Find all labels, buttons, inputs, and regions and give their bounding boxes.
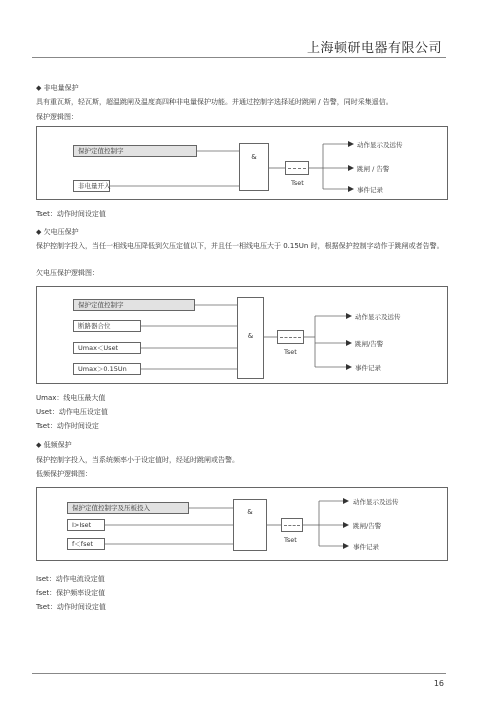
time-delay-block xyxy=(277,330,304,344)
input-nonelectric-binary: 非电量开入 xyxy=(73,180,110,192)
input-protection-control-word: 保护定值控制字 xyxy=(73,145,197,157)
note-umax: Umax：线电压最大值 xyxy=(36,394,106,402)
logic-caption-undervoltage: 欠电压保护逻辑图： xyxy=(36,269,99,277)
timer-label: Tset xyxy=(284,536,297,544)
input-umax-gt-015un: Umax＞0.15Un xyxy=(73,363,141,375)
input-protection-control-word: 保护定值控制字 xyxy=(73,299,195,311)
input-protection-control-word-pressplate: 保护定值控制字及压板投入 xyxy=(67,502,189,514)
note-fset: fset：保护频率设定值 xyxy=(36,589,106,597)
company-name: 上海顿研电器有限公司 xyxy=(306,41,442,56)
logic-diagram-nonelectric xyxy=(36,126,448,200)
header-rule xyxy=(32,57,446,58)
section-desc-underfrequency: 保护控制字投入，当系统频率小于设定值时，经延时跳闸或告警。 xyxy=(36,456,239,464)
input-umax-lt-uset: Umax＜Uset xyxy=(73,342,141,354)
note-tset: Tset：动作时间设定 xyxy=(36,422,99,430)
section-title-underfrequency: ◆ 低频保护 xyxy=(36,441,72,449)
output-event-record: 事件记录 xyxy=(355,364,381,372)
and-gate: & xyxy=(233,499,267,551)
note-iset: Iset：动作电流设定值 xyxy=(36,575,105,583)
output-event-record: 事件记录 xyxy=(357,186,383,194)
timer-label: Tset xyxy=(291,179,304,187)
output-display-remote: 动作显示及远传 xyxy=(353,498,399,506)
footer-rule xyxy=(32,673,446,674)
timer-label: Tset xyxy=(284,348,297,356)
logic-caption-underfrequency: 低频保护逻辑图： xyxy=(36,470,92,478)
input-i-gt-iset: I>Iset xyxy=(67,519,105,531)
note-uset: Uset：动作电压设定值 xyxy=(36,408,108,416)
page-number: 16 xyxy=(433,679,444,688)
logic-diagram-underfrequency xyxy=(36,487,448,561)
time-delay-block xyxy=(281,518,303,532)
section-title-undervoltage: ◆ 欠电压保护 xyxy=(36,228,79,236)
and-gate: & xyxy=(239,143,269,191)
section-desc-nonelectric: 具有重瓦斯，轻瓦斯，超温跳闸及温度高四种非电量保护功能。并通过控制字选择延时跳闸 / 告警，同时采集遥信。 xyxy=(36,98,393,106)
logic-diagram-undervoltage xyxy=(36,286,448,384)
input-breaker-closed: 断路器合位 xyxy=(73,320,141,332)
output-display-remote: 动作显示及远传 xyxy=(355,313,401,321)
and-gate: & xyxy=(237,297,264,379)
input-f-lt-fset: f＜fset xyxy=(67,538,105,550)
output-trip-alarm: 跳闸/告警 xyxy=(353,522,382,530)
output-display-remote: 动作显示及远传 xyxy=(357,141,403,149)
note-tset: Tset：动作时间设定值 xyxy=(36,603,106,611)
output-event-record: 事件记录 xyxy=(353,543,379,551)
output-trip-alarm: 跳闸 / 告警 xyxy=(357,165,390,173)
time-delay-block xyxy=(285,161,309,175)
output-trip-alarm: 跳闸/告警 xyxy=(355,340,384,348)
section-desc-undervoltage: 保护控制字投入，当任一相线电压降低到欠压定值以下，并且任一相线电压大于 0.15Un 时，根据保护控制字动作于跳闸或者告警。 xyxy=(36,242,444,250)
section-title-nonelectric: ◆ 非电量保护 xyxy=(36,84,79,92)
note-tset: Tset：动作时间设定值 xyxy=(36,210,106,218)
logic-caption-nonelectric: 保护逻辑图： xyxy=(36,113,78,121)
